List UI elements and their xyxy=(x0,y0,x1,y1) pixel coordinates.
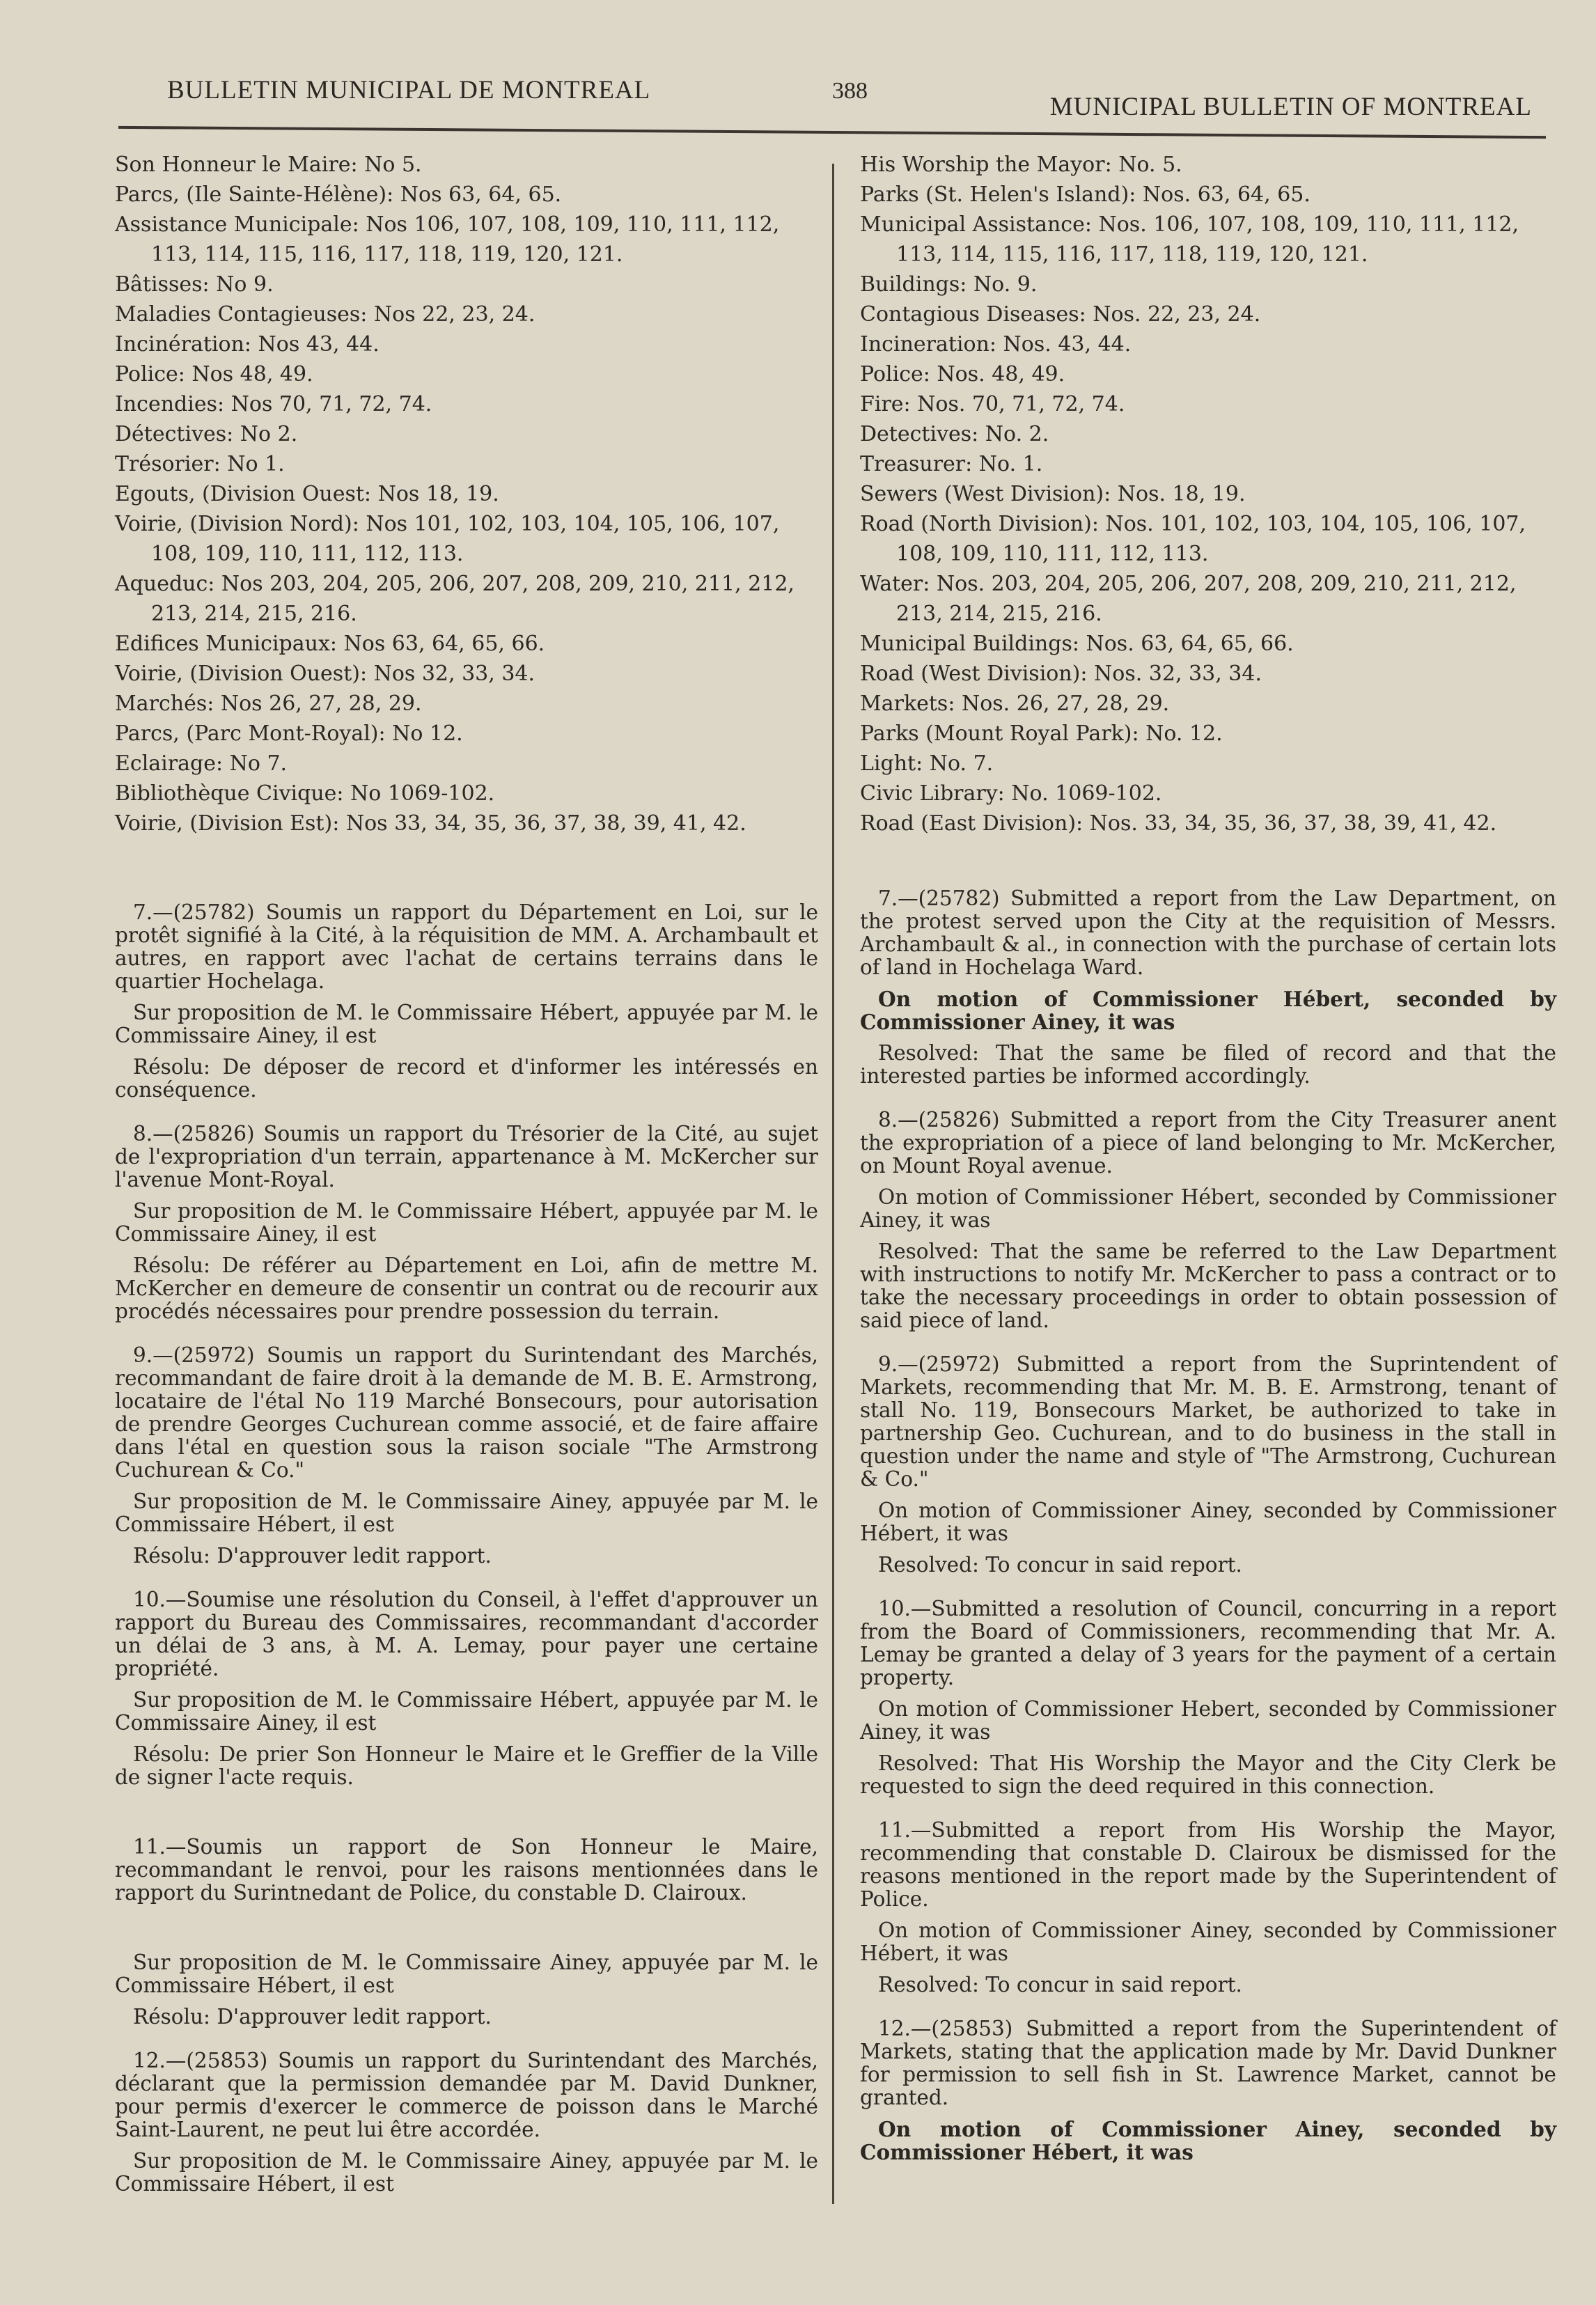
item-8-resolved: Resolved: That the same be referred to the Law Department with instructions to notify Mr. McKercher to pass a contract or to take the necessary proceedings in order to obtain possession of said piece of land. xyxy=(860,1240,1556,1332)
index-entry: Bâtisses: No 9. xyxy=(115,272,274,297)
item-11-motion: On motion of Commissioner Ainey, seconded by Commissioner Hébert, it was xyxy=(860,1919,1556,1965)
item-10-motion: On motion of Commissioner Hebert, seconded by Commissioner Ainey, it was xyxy=(860,1697,1556,1744)
item-9-resolved: Resolved: To concur in said report. xyxy=(878,1553,1242,1577)
item-7-report: 7.—(25782) Submitted a report from the Law Department, on the protest served upon the City at the requisition of Messrs. Archambault & al., in connection with the purchase of certain lots of land in Hochelaga Ward. xyxy=(860,886,1556,979)
index-entry: Parcs, (Ile Sainte-Hélène): Nos 63, 64, 65. xyxy=(115,182,562,207)
item-10-resolved: Résolu: De prier Son Honneur le Maire et le Greffier de la Ville de signer l'acte requis. xyxy=(115,1742,818,1789)
item-8-report: 8.—(25826) Soumis un rapport du Trésorier de la Cité, au sujet de l'expropriation d'un terrain, appartenance à M. McKercher sur l'avenue Mont-Royal. xyxy=(115,1122,818,1191)
index-entry: Trésorier: No 1. xyxy=(115,452,285,476)
index-entry: Incineration: Nos. 43, 44. xyxy=(860,332,1132,357)
item-11-report: 11.—Submitted a report from His Worship the Mayor, recommending that constable D. Clairoux be dismissed for the reasons mentioned in the report made by the Superintendent of Police. xyxy=(860,1818,1556,1911)
french-column xyxy=(115,150,818,2204)
index-entry: Buildings: No. 9. xyxy=(860,272,1038,297)
header-english-title: MUNICIPAL BULLETIN OF MONTREAL xyxy=(1049,93,1532,121)
item-9-report: 9.—(25972) Submitted a report from the Suprintendent of Markets, recommending that Mr. M. B. E. Armstrong, tenant of stall No. 119, Bonsecours Market, be authorized to take in partnership Geo. Cuchurean, and to do business in the stall in question under the name and style of "The Armstrong, Cuchurean & Co." xyxy=(860,1352,1556,1491)
index-entry: Détectives: No 2. xyxy=(115,422,298,446)
index-entry: Treasurer: No. 1. xyxy=(860,452,1043,476)
index-entry: Bibliothèque Civique: No 1069-102. xyxy=(115,781,495,806)
item-7-resolved: Resolved: That the same be filed of record and that the interested parties be informed accordingly. xyxy=(860,1041,1556,1088)
index-entry: His Worship the Mayor: No. 5. xyxy=(860,153,1182,177)
item-10-motion: Sur proposition de M. le Commissaire Hébert, appuyée par M. le Commissaire Ainey, il est xyxy=(115,1688,818,1735)
item-12-motion: Sur proposition de M. le Commissaire Ainey, appuyée par M. le Commissaire Hébert, il est xyxy=(115,2149,818,2196)
header-rule xyxy=(118,126,1546,139)
index-entry: Voirie, (Division Ouest): Nos 32, 33, 34. xyxy=(115,662,535,686)
index-entry: Water: Nos. 203, 204, 205, 206, 207, 208, 209, 210, 211, 212, 213, 214, 215, 216. xyxy=(860,572,1517,626)
index-entry: Parks (St. Helen's Island): Nos. 63, 64, 65. xyxy=(860,182,1311,207)
item-9-resolved: Résolu: D'approuver ledit rapport. xyxy=(133,1544,492,1568)
index-entry: Police: Nos 48, 49. xyxy=(115,362,313,386)
item-9-motion: Sur proposition de M. le Commissaire Ainey, appuyée par M. le Commissaire Hébert, il est xyxy=(115,1490,818,1536)
item-7-report: 7.—(25782) Soumis un rapport du Département en Loi, sur le protêt signifié à la Cité, à la réquisition de MM. A. Archambault et autres, en rapport avec l'achat de certains terrains dans le quartier Hochelaga. xyxy=(115,900,818,993)
item-8-resolved: Résolu: De référer au Département en Loi, afin de mettre M. McKercher en demeure de consentir un contrat ou de recourir aux procédés nécessaires pour prendre possession du terrain. xyxy=(115,1253,818,1323)
index-entry: Road (West Division): Nos. 32, 33, 34. xyxy=(860,662,1262,686)
item-11-resolved: Resolved: To concur in said report. xyxy=(878,1973,1242,1997)
index-entry: Municipal Assistance: Nos. 106, 107, 108, 109, 110, 111, 112, 113, 114, 115, 116, 117, 118, 119, 120, 121. xyxy=(860,212,1519,267)
index-entry: Light: No. 7. xyxy=(860,751,994,776)
index-entry: Maladies Contagieuses: Nos 22, 23, 24. xyxy=(115,302,535,327)
index-entry: Road (North Division): Nos. 101, 102, 103, 104, 105, 106, 107, 108, 109, 110, 111, 112, 113. xyxy=(860,512,1526,566)
item-12-motion: On motion of Commissioner Ainey, seconded by Commissioner Hébert, it was xyxy=(860,2117,1556,2164)
french-index-list xyxy=(115,150,818,838)
item-11-motion: Sur proposition de M. le Commissaire Ainey, appuyée par M. le Commissaire Hébert, il est xyxy=(115,1951,818,1997)
index-entry: Assistance Municipale: Nos 106, 107, 108, 109, 110, 111, 112, 113, 114, 115, 116, 117, 118, 119, 120, 121. xyxy=(115,212,780,267)
english-column xyxy=(860,150,1556,2172)
index-entry: Contagious Diseases: Nos. 22, 23, 24. xyxy=(860,302,1261,327)
index-entry: Son Honneur le Maire: No 5. xyxy=(115,153,422,177)
index-entry: Voirie, (Division Nord): Nos 101, 102, 103, 104, 105, 106, 107, 108, 109, 110, 111, 112, 113. xyxy=(115,512,780,566)
column-divider xyxy=(832,164,834,2204)
index-entry: Incinération: Nos 43, 44. xyxy=(115,332,380,357)
index-entry: Egouts, (Division Ouest: Nos 18, 19. xyxy=(115,482,499,506)
item-8-motion: Sur proposition de M. le Commissaire Hébert, appuyée par M. le Commissaire Ainey, il est xyxy=(115,1199,818,1246)
item-9-report: 9.—(25972) Soumis un rapport du Surintendant des Marchés, recommandant de faire droit à la demande de M. B. E. Armstrong, locataire de l'étal No 119 Marché Bonsecours, pour autorisation de prendre Georges Cuchurean comme associé, et de faire affaire dans l'étal en question sous la raison sociale "The Armstrong Cuchurean & Co." xyxy=(115,1343,818,1482)
index-entry: Aqueduc: Nos 203, 204, 205, 206, 207, 208, 209, 210, 211, 212, 213, 214, 215, 216. xyxy=(115,572,795,626)
index-entry: Municipal Buildings: Nos. 63, 64, 65, 66. xyxy=(860,632,1294,656)
item-8-motion: On motion of Commissioner Hébert, seconded by Commissioner Ainey, it was xyxy=(860,1185,1556,1232)
item-10-report: 10.—Submitted a resolution of Council, concurring in a report from the Board of Commissioners, recommending that Mr. A. Lemay be granted a delay of 3 years for the payment of a certain property. xyxy=(860,1597,1556,1689)
index-entry: Civic Library: No. 1069-102. xyxy=(860,781,1162,806)
item-9-motion: On motion of Commissioner Ainey, seconded by Commissioner Hébert, it was xyxy=(860,1499,1556,1545)
index-entry: Voirie, (Division Est): Nos 33, 34, 35, 36, 37, 38, 39, 41, 42. xyxy=(115,811,746,836)
item-7-motion: On motion of Commissioner Hébert, seconded by Commissioner Ainey, it was xyxy=(860,987,1556,1034)
item-10-report: 10.—Soumise une résolution du Conseil, à l'effet d'approuver un rapport du Bureau des Commissaires, recommandant d'accorder un délai de 3 ans, à M. A. Lemay, pour payer une certaine propriété. xyxy=(115,1588,818,1680)
item-11-report: 11.—Soumis un rapport de Son Honneur le Maire, recommandant le renvoi, pour les raisons mentionnées dans le rapport du Surintnedant de Police, du constable D. Clairoux. xyxy=(115,1835,818,1905)
item-8-report: 8.—(25826) Submitted a report from the City Treasurer anent the expropriation of a piece of land belonging to Mr. McKercher, on Mount Royal avenue. xyxy=(860,1108,1556,1178)
index-entry: Detectives: No. 2. xyxy=(860,422,1049,446)
english-index-list xyxy=(860,150,1556,838)
item-12-report: 12.—(25853) Soumis un rapport du Surintendant des Marchés, déclarant que la permission demandée par M. David Dunkner, pour permis d'exercer le commerce de poisson dans le Marché Saint-Laurent, ne peut lui être accordée. xyxy=(115,2049,818,2141)
index-entry: Parcs, (Parc Mont-Royal): No 12. xyxy=(115,721,463,746)
header-french-title: BULLETIN MUNICIPAL DE MONTREAL xyxy=(167,76,651,104)
index-entry: Markets: Nos. 26, 27, 28, 29. xyxy=(860,692,1170,716)
item-7-motion: Sur proposition de M. le Commissaire Hébert, appuyée par M. le Commissaire Ainey, il est xyxy=(115,1001,818,1047)
page-header xyxy=(167,75,1532,121)
index-entry: Edifices Municipaux: Nos 63, 64, 65, 66. xyxy=(115,632,545,656)
index-entry: Police: Nos. 48, 49. xyxy=(860,362,1065,386)
index-entry: Parks (Mount Royal Park): No. 12. xyxy=(860,721,1223,746)
item-10-resolved: Resolved: That His Worship the Mayor and the City Clerk be requested to sign the deed required in this connection. xyxy=(860,1751,1556,1798)
index-entry: Incendies: Nos 70, 71, 72, 74. xyxy=(115,392,432,416)
index-entry: Road (East Division): Nos. 33, 34, 35, 36, 37, 38, 39, 41, 42. xyxy=(860,811,1497,836)
index-entry: Eclairage: No 7. xyxy=(115,751,288,776)
item-12-report: 12.—(25853) Submitted a report from the Superintendent of Markets, stating that the application made by Mr. David Dunkner for permission to sell fish in St. Lawrence Market, cannot be granted. xyxy=(860,2017,1556,2109)
page-number: 388 xyxy=(832,78,868,104)
item-11-resolved: Résolu: D'approuver ledit rapport. xyxy=(133,2005,492,2029)
index-entry: Fire: Nos. 70, 71, 72, 74. xyxy=(860,392,1125,416)
item-7-resolved: Résolu: De déposer de record et d'informer les intéressés en conséquence. xyxy=(115,1055,818,1102)
index-entry: Marchés: Nos 26, 27, 28, 29. xyxy=(115,692,422,716)
index-entry: Sewers (West Division): Nos. 18, 19. xyxy=(860,482,1246,506)
